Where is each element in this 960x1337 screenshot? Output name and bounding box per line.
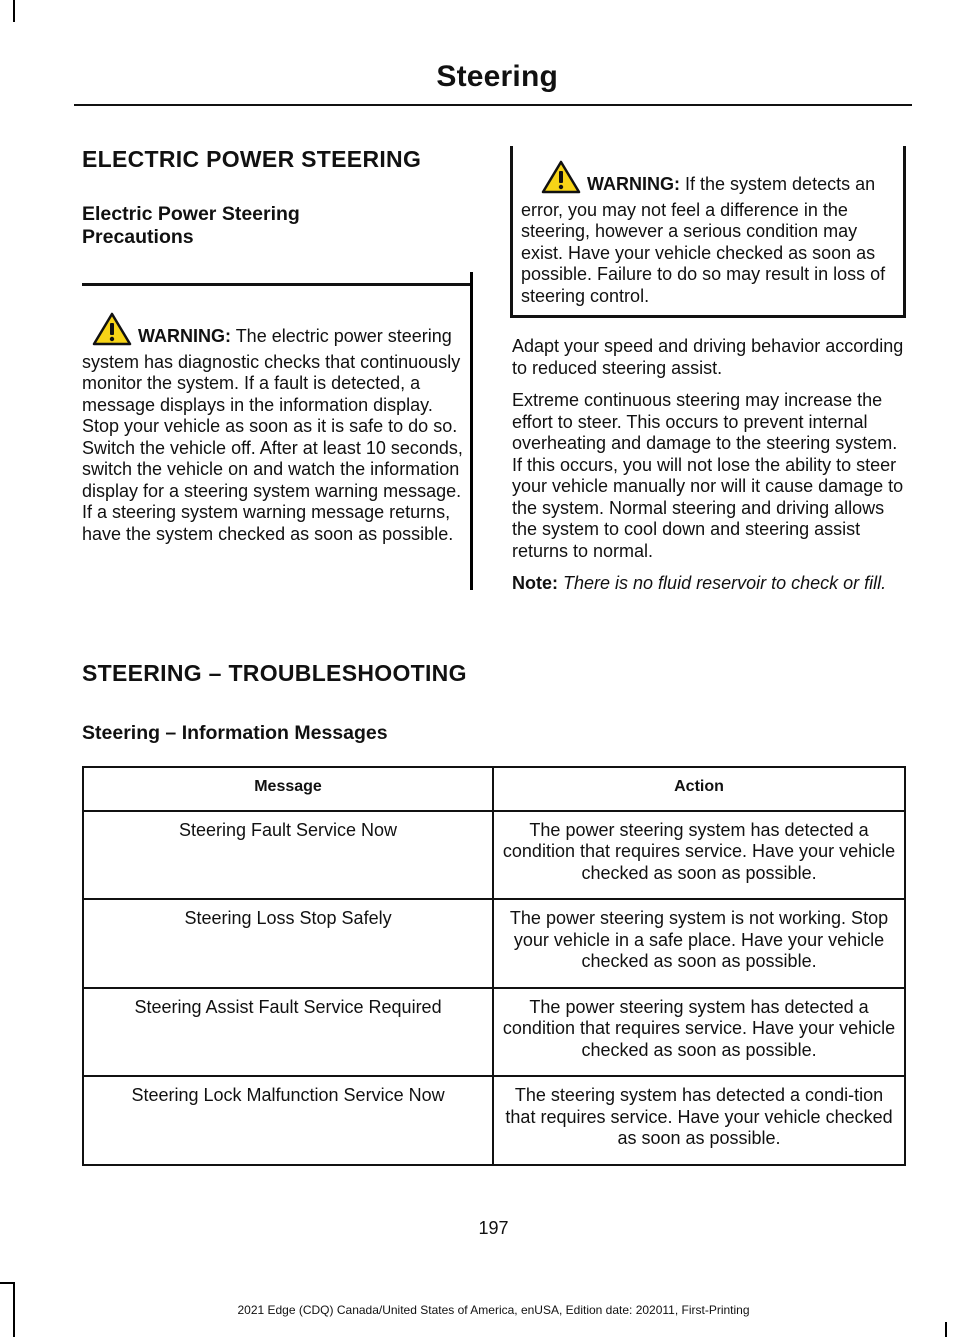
header-divider — [74, 104, 912, 106]
warning-box-left — [82, 283, 473, 559]
warning-label: WARNING: — [587, 174, 680, 194]
column-header-message: Message — [83, 767, 493, 811]
warning-triangle-icon — [541, 160, 581, 200]
page-title: Steering — [436, 60, 558, 93]
warning-text: The electric power steering system has diagnostic checks that continuously monitor the system. If a fault is detected, a message displays in the information display. Stop your vehicle as soon as it is safe to do so. Switch the vehicle off. After at least 10 seconds, switch the vehicle on and watch the information display for a steering system warning message. If a steering system warning message returns, have the system checked as soon as possible. — [82, 326, 463, 544]
section-title-electric-power-steering: ELECTRIC POWER STEERING — [82, 146, 422, 172]
right-column — [512, 146, 906, 595]
warning-box-right — [510, 146, 906, 318]
action-cell: The power steering system has detected a condition that requires service. Have your vehicle checked as soon as possible. — [493, 988, 905, 1077]
section-title-troubleshooting: STEERING – TROUBLESHOOTING — [82, 660, 467, 686]
information-messages-table — [82, 766, 906, 1166]
action-cell: The power steering system is not working. Stop your vehicle in a safe place. Have your vehicle checked as soon as possible. — [493, 899, 905, 988]
warning-text: If the system detects an error, you may not feel a difference in the steering, however a serious condition may exist. Have your vehicle checked as soon as possible. Failure to do so may result in loss of steering control. — [521, 174, 886, 306]
page-number: 197 — [478, 1218, 509, 1238]
note-label: Note: — [512, 573, 558, 593]
column-header-action: Action — [493, 767, 905, 811]
paragraph-adapt-speed: Adapt your speed and driving behavior according to reduced steering assist. — [512, 336, 904, 378]
table-row — [83, 811, 905, 900]
action-cell: The steering system has detected a condi-tion that requires service. Have your vehicle checked as soon as possible. — [493, 1076, 905, 1165]
left-column — [82, 146, 473, 559]
table-row — [83, 988, 905, 1077]
message-cell: Steering Assist Fault Service Required — [83, 988, 493, 1077]
crop-mark — [945, 1322, 947, 1337]
warning-triangle-icon — [92, 312, 132, 352]
message-cell: Steering Lock Malfunction Service Now — [83, 1076, 493, 1165]
message-cell: Steering Loss Stop Safely — [83, 899, 493, 988]
table-header-row — [83, 767, 905, 811]
paragraph-extreme-steering: Extreme continuous steering may increase the effort to steer. This occurs to prevent internal overheating and damage to the steering system. If this occurs, you will not lose the ability to steer your vehicle manually nor will it cause damage to the system. Normal steering and driving allows the system to cool down and steering assist returns to normal. — [512, 390, 904, 561]
message-cell: Steering Fault Service Now — [83, 811, 493, 900]
note-text: There is no fluid reservoir to check or fill. — [563, 573, 887, 593]
subsection-title-precautions: Electric Power Steering Precautions — [82, 203, 300, 248]
subsection-title-information-messages: Steering – Information Messages — [82, 722, 388, 744]
action-cell: The power steering system has detected a condition that requires service. Have your vehicle checked as soon as possible. — [493, 811, 905, 900]
table-row — [83, 1076, 905, 1165]
footer-edition-info: 2021 Edge (CDQ) Canada/United States of America, enUSA, Edition date: 202011, First-Printing — [237, 1303, 750, 1317]
table-row — [83, 899, 905, 988]
crop-mark — [0, 1282, 14, 1284]
warning-box-border — [470, 272, 473, 590]
note-paragraph — [512, 573, 906, 595]
warning-label: WARNING: — [138, 326, 231, 346]
crop-mark — [13, 0, 15, 22]
